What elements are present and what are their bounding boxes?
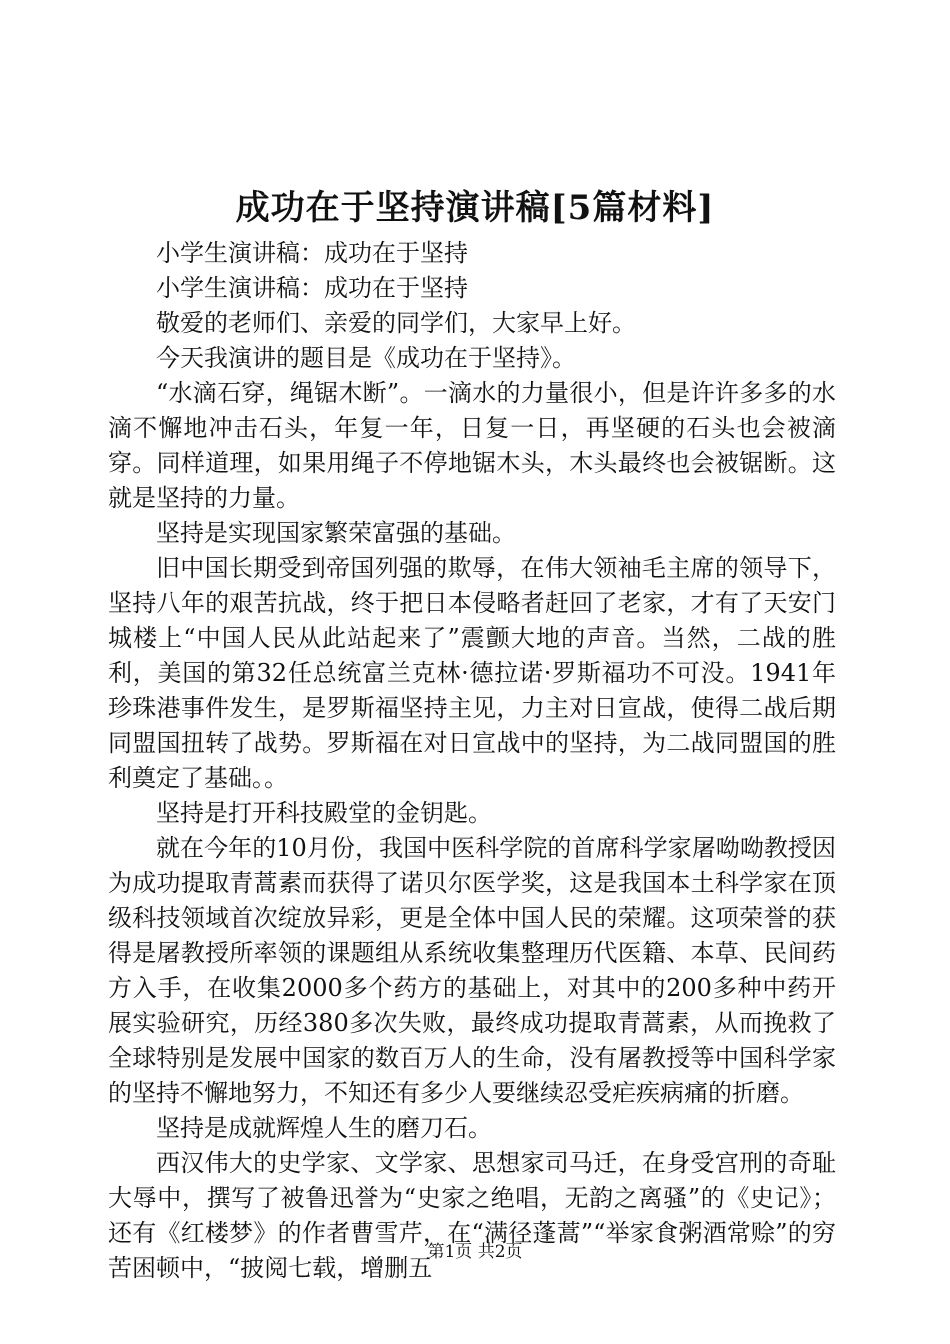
paragraph: 坚持是实现国家繁荣富强的基础。	[156, 519, 516, 547]
document-body	[108, 236, 836, 1286]
paragraph: 坚持是打开科技殿堂的金钥匙。	[156, 799, 492, 827]
paragraph: 坚持是成就辉煌人生的磨刀石。	[156, 1114, 492, 1142]
paragraph: 今天我演讲的题目是《成功在于坚持》。	[156, 344, 576, 372]
page-footer: 第1页 共2页	[427, 1242, 523, 1262]
paragraph: 就在今年的10月份，我国中医科学院的首席科学家屠呦呦教授因为成功提取青蒿素而获得了诺贝尔医学奖，这是我国本土科学家在顶级科技领域首次绽放异彩，更是全体中国人民的荣耀。这项荣誉的获得是屠教授所率领的课题组从系统收集整理历代医籍、本草、民间药方入手，在收集2000多个药方的基础上，对其中的200多种中药开展实验研究，历经380多次失败，最终成功提取青蒿素，从而挽救了全球特别是发展中国家的数百万人的生命，没有屠教授等中国科学家的坚持不懈地努力，不知还有多少人要继续忍受疟疾病痛的折磨。	[108, 834, 836, 1107]
paragraph: 旧中国长期受到帝国列强的欺辱，在伟大领袖毛主席的领导下，坚持八年的艰苦抗战，终于把日本侵略者赶回了老家，才有了天安门城楼上“中国人民从此站起来了”震颤大地的声音。当然，二战的胜利，美国的第32任总统富兰克林·德拉诺·罗斯福功不可没。1941年珍珠港事件发生，是罗斯福坚持主见，力主对日宣战，使得二战后期同盟国扭转了战势。罗斯福在对日宣战中的坚持，为二战同盟国的胜利奠定了基础。。	[108, 554, 836, 792]
paragraph: 西汉伟大的史学家、文学家、思想家司马迁，在身受宫刑的奇耻大辱中，撰写了被鲁迅誉为“史家之绝唱，无韵之离骚”的《史记》；还有《红楼梦》的作者曹雪芹，在“满径蓬蒿”“举家食粥酒常赊”的穷苦困顿中，“披阅七载，增删五	[108, 1149, 836, 1282]
paragraph: 小学生演讲稿：成功在于坚持	[156, 274, 468, 302]
paragraph: “水滴石穿，绳锯木断”。一滴水的力量很小，但是许许多多的水滴不懈地冲击石头，年复一年，日复一日，再坚硬的石头也会被滴穿。同样道理，如果用绳子不停地锯木头，木头最终也会被锯断。这就是坚持的力量。	[108, 379, 836, 512]
paragraph: 小学生演讲稿：成功在于坚持	[156, 239, 468, 267]
paragraph: 敬爱的老师们、亲爱的同学们，大家早上好。	[156, 309, 636, 337]
document-title: 成功在于坚持演讲稿[5篇材料]	[235, 188, 715, 228]
